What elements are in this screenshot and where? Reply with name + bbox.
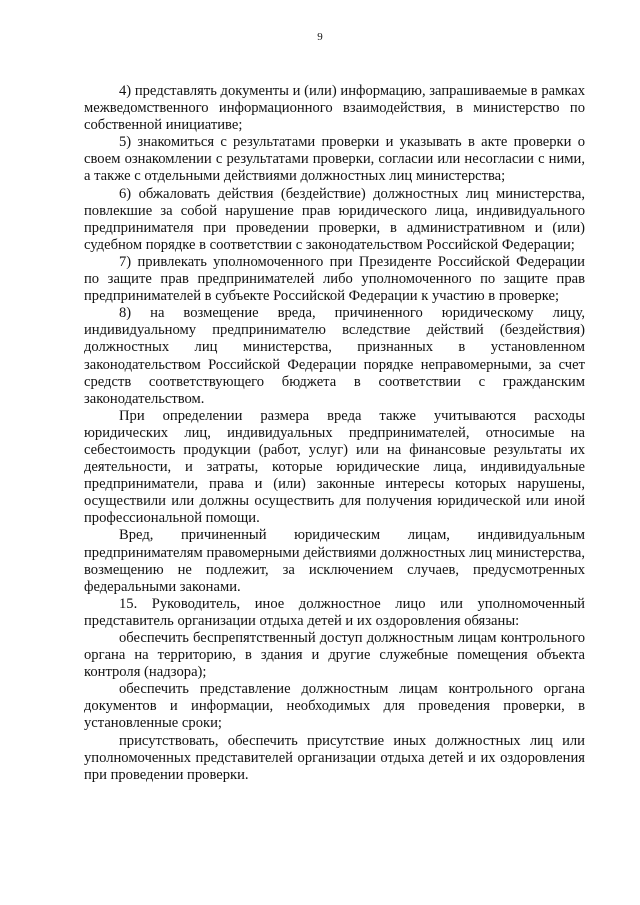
paragraph-section-15: 15. Руководитель, иное должностное лицо или уполномоченный представитель организации отдыха детей и их оздоровления обязаны: [84, 595, 585, 629]
paragraph-duty-presence: присутствовать, обеспечить присутствие иных должностных лиц или уполномоченных представителей организации отдыха детей и их оздоровления при проведении проверки. [84, 732, 585, 783]
paragraph-damage-calculation: При определении размера вреда также учитываются расходы юридических лиц, индивидуальных предпринимателей, относимые на себестоимость продукции (работ, услуг) или на финансовые результаты их деятельности, и затраты, которые юридические лица, индивидуальные предприниматели, права и (или) законные интересы которых нарушены, осуществили или должны осуществить для получения юридической или иной профессиональной помощи. [84, 407, 585, 527]
paragraph-duty-documents: обеспечить представление должностным лицам контрольного органа документов и информации, необходимых для проведения проверки, в установленные сроки; [84, 681, 585, 732]
paragraph-item-8: 8) на возмещение вреда, причиненного юридическому лицу, индивидуальному предпринимателю вследствие действий (бездействия) должностных лиц министерства, признанных в установленном законодательством Российской Федерации порядке неправомерными, за счет средств соответствующего бюджета в соответствии с гражданским законодательством. [84, 305, 585, 407]
paragraph-item-5: 5) знакомиться с результатами проверки и указывать в акте проверки о своем ознакомлении с результатами проверки, согласии или несогласии с ними, а также с отдельными действиями должностных лиц министерства; [84, 134, 585, 185]
document-body [84, 83, 585, 784]
paragraph-duty-access: обеспечить беспрепятственный доступ должностным лицам контрольного органа на территорию, в здания и другие служебные помещения объекта контроля (надзора); [84, 630, 585, 681]
paragraph-damage-exception: Вред, причиненный юридическим лицам, индивидуальным предпринимателям правомерными действиями должностных лиц министерства, возмещению не подлежит, за исключением случаев, предусмотренных федеральными законами. [84, 527, 585, 595]
page-number: 9 [317, 31, 323, 43]
paragraph-item-6: 6) обжаловать действия (бездействие) должностных лиц министерства, повлекшие за собой нарушение прав юридического лица, индивидуального предпринимателя при проведении проверки, в административном и (или) судебном порядке в соответствии с законодательством Российской Федерации; [84, 185, 585, 253]
paragraph-item-4: 4) представлять документы и (или) информацию, запрашиваемые в рамках межведомственного информационного взаимодействия, в министерство по собственной инициативе; [84, 83, 585, 134]
paragraph-item-7: 7) привлекать уполномоченного при Президенте Российской Федерации по защите прав предпринимателей либо уполномоченного по защите прав предпринимателей в субъекте Российской Федерации к участию в проверке; [84, 253, 585, 305]
